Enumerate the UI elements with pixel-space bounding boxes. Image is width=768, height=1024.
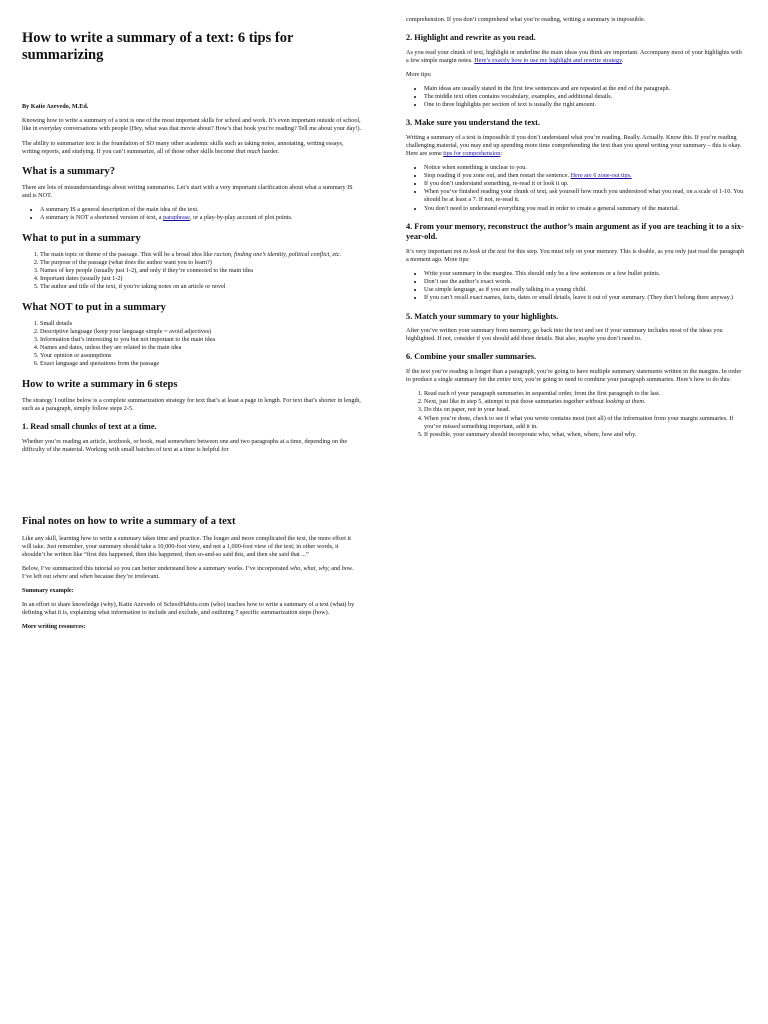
comprehension-tips-link[interactable]: tips for comprehension xyxy=(443,150,501,158)
list-item: 4. When you’re done, check to see if what you wrote contains most (not all) of the information from your margin summaries. If you’ve missed something important, add it in. xyxy=(424,415,746,431)
summary-example-text: In an effort to share knowledge (why), Katie Azevedo of SchoolHabits.com (who) teaches how to write a summary of a text (what) by defining what it is, explaining what information to include and exclude, and outlining 7 specific summarization steps (how). xyxy=(22,601,355,617)
step-2-text: As you read your chunk of text, highlight or underline the main ideas you think are important. Accompany most of your highlights with a few simple margin notes. Here’s exactly how to use my highlight and rewrite strategy. xyxy=(406,48,742,64)
list-item: • You don’t need to understand everything you read in order to create a general summary of the material. xyxy=(424,205,746,213)
steps-text: The strategy I outline below is a complete summarization strategy for text that’s at least a page in length. For text that’s shorter in length, such as a paragraph, simply follow steps 2-5. xyxy=(22,397,361,413)
not-put-list xyxy=(22,320,362,368)
list-item: • If you can’t recall exact names, facts, dates or small details, leave it out of your summary. (They don’t belong there anyway.) xyxy=(424,294,746,302)
list-item: • Stop reading if you zone out, and then restart the sentence. Here are 6 zone-out tips. xyxy=(424,172,746,180)
zone-out-tips-link[interactable]: Here are 6 zone-out tips. xyxy=(570,172,632,180)
list-item: • Main ideas are usually stated in the first few sentences and are repeated at the end of the paragraph. xyxy=(424,85,746,93)
left-column xyxy=(22,0,362,637)
list-item: • The middle text often contains vocabulary, examples, and additional details. xyxy=(424,93,746,101)
list-item: • When you’ve finished reading your chunk of text, ask yourself how much you understood what you read, on a scale of 1-10. You should be at least a 7. If not, re-read it. xyxy=(424,188,746,204)
list-item: 4. Important dates (usually just 1-2) xyxy=(40,275,362,283)
step-6-heading: 6. Combine your smaller summaries. xyxy=(406,352,537,362)
more-resources-label: More writing resources: xyxy=(22,623,86,631)
list-item: 6. Exact language and quotations from the passage xyxy=(40,360,362,368)
step-4-list xyxy=(406,270,746,302)
right-column xyxy=(406,0,746,445)
final-paragraph-2: Below, I’ve summarized this tutorial so you can better understand how a summary works. I’ve incorporated who, what, why, and how. I’ve left out where and when because they’re irrelevant. xyxy=(22,565,354,581)
continued-text: comprehension. If you don’t comprehend what you’re reading, writing a summary is impossible. xyxy=(406,16,646,23)
step-4-heading: 4. From your memory, reconstruct the author’s main argument as if you are teaching it to a six-year-old. xyxy=(406,221,744,242)
step-3-list xyxy=(406,164,746,212)
step-2-list xyxy=(406,85,746,109)
what-is-text: There are lots of misunderstandings about writing summaries. Let’s start with a very important clarification about what a summary IS and is NOT. xyxy=(22,184,353,200)
summary-example-label: Summary example: xyxy=(22,587,74,595)
list-item: • Use simple language, as if you are really talking to a young child. xyxy=(424,286,746,294)
final-paragraph-1: Like any skill, learning how to write a summary takes time and practice. The longer and more complicated the text, the more effort it will take. Just remember, your summary should take a 10,000-foot view, and not a 1,000-foot view of the text; in other words, it shouldn’t be written like “first this happened, then this happened, then so-and-so said this, and then she said that ...” xyxy=(22,534,351,558)
put-in-heading: What to put in a summary xyxy=(22,232,141,244)
list-item: • One to three highlights per section of text is usually the right amount. xyxy=(424,101,746,109)
author-byline: By Katie Azevedo, M.Ed. xyxy=(22,103,89,111)
step-1-text: Whether you’re reading an article, textbook, or book, read somewhere between one and two paragraphs at a time, depending on the difficulty of the material. Working with small batches of text at a time is helpful for xyxy=(22,438,348,454)
list-item: 3. Do this on paper, not in your head. xyxy=(424,406,746,414)
list-item: • If you don’t understand something, re-read it or look it up. xyxy=(424,180,746,188)
paraphrase-link[interactable]: paraphrase xyxy=(163,214,190,222)
put-in-list xyxy=(22,251,362,291)
not-put-heading: What NOT to put in a summary xyxy=(22,301,166,313)
intro-paragraph-2: The ability to summarize text is the foundation of SO many other academic skills such as taking notes, annotating, writing essays, writing reports, and studying. If you can’t summarize, all of those other skills become that much harder. xyxy=(22,139,344,155)
final-heading: Final notes on how to write a summary of a text xyxy=(22,516,236,528)
intro-paragraph-1: Knowing how to write a summary of a text is one of the most important skills for school and work. It’s even important outside of school, like in everyday conversations with people (Hey, what was that movie about? How’s that book you’re reading? Tell me about your day!). xyxy=(22,117,362,133)
list-item: 1. Read each of your paragraph summaries in sequential order, from the first paragraph to the last. xyxy=(424,390,746,398)
more-tips-label: More tips: xyxy=(406,70,432,78)
list-item: 4. Names and dates, unless they are related to the main idea xyxy=(40,344,362,352)
list-item: 5. Your opinion or assumptions xyxy=(40,352,362,360)
step-6-list xyxy=(406,390,746,438)
highlight-strategy-link[interactable]: Here’s exactly how to use my highlight and rewrite strategy xyxy=(474,56,622,64)
step-4-text: It’s very important not to look at the text for this step. You must rely on your memory. This is doable, as you only just read the paragraph a moment ago. More tips: xyxy=(406,248,745,264)
step-3-text: Writing a summary of a text is impossible if you don’t understand what you’re reading. Really. Actually. Know this. If you’re reading challenging material, you may end up spending more time comprehending the text than you spend writing your summary – this is okay. Here are some tips for comprehension: xyxy=(406,134,742,158)
list-item: • Notice when something is unclear to you. xyxy=(424,164,746,172)
list-item: 1. The main topic or theme of the passage. This will be a broad idea like racism, finding one’s identity, political conflict, etc. xyxy=(40,251,362,259)
step-1-heading: 1. Read small chunks of text at a time. xyxy=(22,422,157,432)
step-2-heading: 2. Highlight and rewrite as you read. xyxy=(406,33,536,43)
list-item: 3. Names of key people (usually just 1-2), and only if they’re connected to the main idea xyxy=(40,267,362,275)
step-5-text: After you’ve written your summary from memory, go back into the text and see if your summary includes most of the ideas you highlighted. If not, consider if you should add those details. But also, maybe you don’t need to. xyxy=(406,327,723,343)
list-item: 3. Information that’s interesting to you but not important to the main idea xyxy=(40,336,362,344)
list-item: 2. Next, just like in step 5, attempt to put those summaries together without looking at them. xyxy=(424,398,746,406)
list-item: 2. Descriptive language (keep your language simple = avoid adjectives) xyxy=(40,328,362,336)
what-is-list xyxy=(22,206,362,222)
steps-heading: How to write a summary in 6 steps xyxy=(22,378,178,390)
list-item: 5. If possible, your summary should incorporate who, what, when, where, how and why. xyxy=(424,431,746,439)
list-item: 2. The purpose of the passage (what does the author want you to learn?) xyxy=(40,259,362,267)
step-6-text: If the text you’re reading is longer than a paragraph, you’re going to have multiple summary statements written in the margins. In order to produce a single summary for the entire text, you’re going to need to combine your paragraph summaries. Here’s how to do this: xyxy=(406,368,742,384)
list-item: 1. Small details xyxy=(40,320,362,328)
step-5-heading: 5. Match your summary to your highlights. xyxy=(406,311,559,321)
list-item: • A summary is NOT a shortened version of text, a paraphrase, or a play-by-play account of plot points. xyxy=(40,214,362,222)
article-title: How to write a summary of a text: 6 tips for summarizing xyxy=(22,30,294,63)
list-item: • A summary IS a general description of the main idea of the text. xyxy=(40,206,362,214)
step-3-heading: 3. Make sure you understand the text. xyxy=(406,118,540,128)
list-item: • Write your summary in the margins. This should only be a few sentences or a few bullet points. xyxy=(424,270,746,278)
list-item: • Don’t use the author’s exact words. xyxy=(424,278,746,286)
what-is-heading: What is a summary? xyxy=(22,165,116,177)
list-item: 5. The author and title of the text, if you’re taking notes on an article or novel xyxy=(40,283,362,291)
